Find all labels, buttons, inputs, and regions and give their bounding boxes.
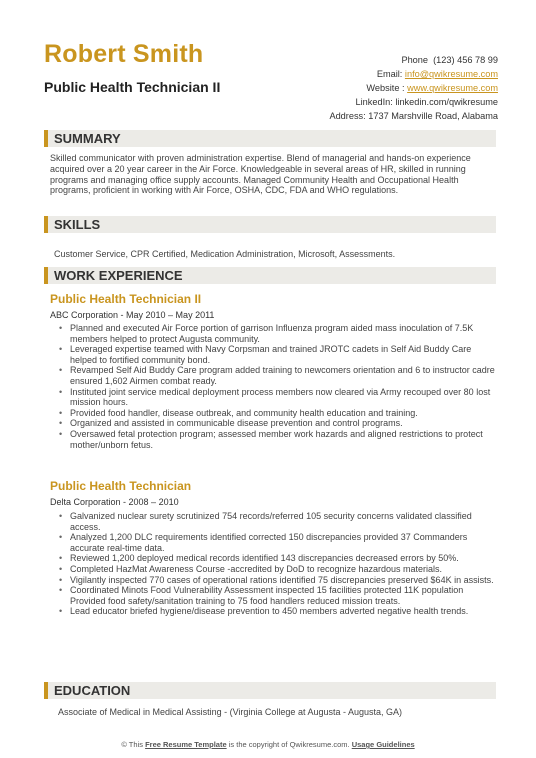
email-link[interactable]: info@qwikresume.com [404, 69, 498, 79]
list-item: • Oversawed fetal protection program; assessed member work hazards and aligned restrictions to protect mother/unborn fetus. [50, 429, 496, 450]
education-text: Associate of Medical in Medical Assisting - (Virginia College at Augusta - Augusta, GA) [58, 707, 403, 717]
skills-text: Customer Service, CPR Certified, Medication Administration, Microsoft, Assessments. [54, 249, 396, 259]
list-item: • Lead educator briefed hygiene/disease prevention to 450 members adverted negative health trends. [50, 606, 496, 617]
summary-text: Skilled communicator with proven administration expertise. Blend of managerial and hands-on experience acquired over a 20 year career in the Air Force. Knowledgeable in several areas of HR, skilled in running programs and managing office supply accounts. Managed Community Health and Occupational Health programs, proficient in working with Air Force, OSHA, CDC, FDA and WHO regulations. [50, 153, 471, 196]
job-bullets-2 [50, 511, 496, 617]
linkedin-value[interactable]: linkedin.com/qwikresume [395, 97, 498, 107]
list-item: • Planned and executed Air Force portion of garrison Influenza program aided mass inoculation of 7.5K members helped to protect Augusta community. [50, 323, 496, 344]
list-item: • Reviewed 1,200 deployed medical records identified 143 discrepancies decreased errors by 50%. [50, 553, 496, 564]
phone-value: (123) 456 78 99 [433, 55, 498, 65]
linkedin-label: LinkedIn: [355, 97, 393, 107]
job-company-2: Delta Corporation - 2008 – 2010 [50, 497, 179, 507]
list-item: • Galvanized nuclear surety scrutinized 754 records/referred 105 security concerns validated classified access. [50, 511, 496, 532]
address-label: Address: [329, 111, 366, 121]
list-item: • Completed HazMat Awareness Course -accredited by DoD to recognize hazardous materials. [50, 564, 496, 575]
contact-block [238, 53, 498, 123]
job-bullets-1 [50, 323, 496, 450]
free-resume-template-link[interactable]: Free Resume Template [145, 740, 227, 749]
education-heading: EDUCATION [44, 682, 496, 699]
list-item: • Coordinated Minots Food Vulnerability Assessment inspected 15 facilities protected 11K population Provided food safety/sanitation training to 75 food handlers reduced mission treats. [50, 585, 496, 606]
email-label: Email: [376, 69, 403, 79]
candidate-name: Robert Smith [44, 40, 204, 68]
job-title-1: Public Health Technician II [50, 292, 202, 306]
footer-prefix: © This [121, 740, 143, 749]
list-item: • Organized and assisted in communicable disease prevention and control programs. [50, 418, 496, 429]
contact-phone [238, 53, 498, 67]
job-company-1: ABC Corporation - May 2010 – May 2011 [50, 310, 215, 320]
contact-email [238, 67, 498, 81]
address-value: 1737 Marshville Road, Alabama [368, 111, 498, 121]
contact-address [238, 109, 498, 123]
skills-heading: SKILLS [44, 216, 496, 233]
list-item: • Provided food handler, disease outbreak, and community health education and training. [50, 408, 496, 419]
footer-copyright: is the copyright of Qwikresume.com. [228, 740, 350, 749]
contact-website [238, 81, 498, 95]
list-item: • Instituted joint service medical deployment process members now cleared via Army recouped over 80 lost mission hours. [50, 387, 496, 408]
list-item: • Analyzed 1,200 DLC requirements identified corrected 150 discrepancies provided 37 Commanders accurate real-time data. [50, 532, 496, 553]
list-item: • Revamped Self Aid Buddy Care program added training to newcomers orientation and 6 to instructor cadre ensured 1,602 Airmen combat ready. [50, 365, 496, 386]
phone-label: Phone [401, 55, 429, 65]
footer [0, 740, 536, 749]
candidate-title: Public Health Technician II [44, 79, 221, 95]
list-item: • Leveraged expertise teamed with Navy Corpsman and trained JROTC cadets in Self Aid Buddy Care helped to fortified community bond. [50, 344, 496, 365]
website-link[interactable]: www.qwikresume.com [407, 83, 498, 93]
job-title-2: Public Health Technician [50, 479, 192, 493]
usage-guidelines-link[interactable]: Usage Guidelines [351, 740, 415, 749]
list-item: • Vigilantly inspected 770 cases of operational rations identified 75 discrepancies preserved $64K in assists. [50, 575, 496, 586]
contact-linkedin [238, 95, 498, 109]
website-label: Website : [366, 83, 405, 93]
summary-heading: SUMMARY [44, 130, 496, 147]
experience-heading: WORK EXPERIENCE [44, 267, 496, 284]
